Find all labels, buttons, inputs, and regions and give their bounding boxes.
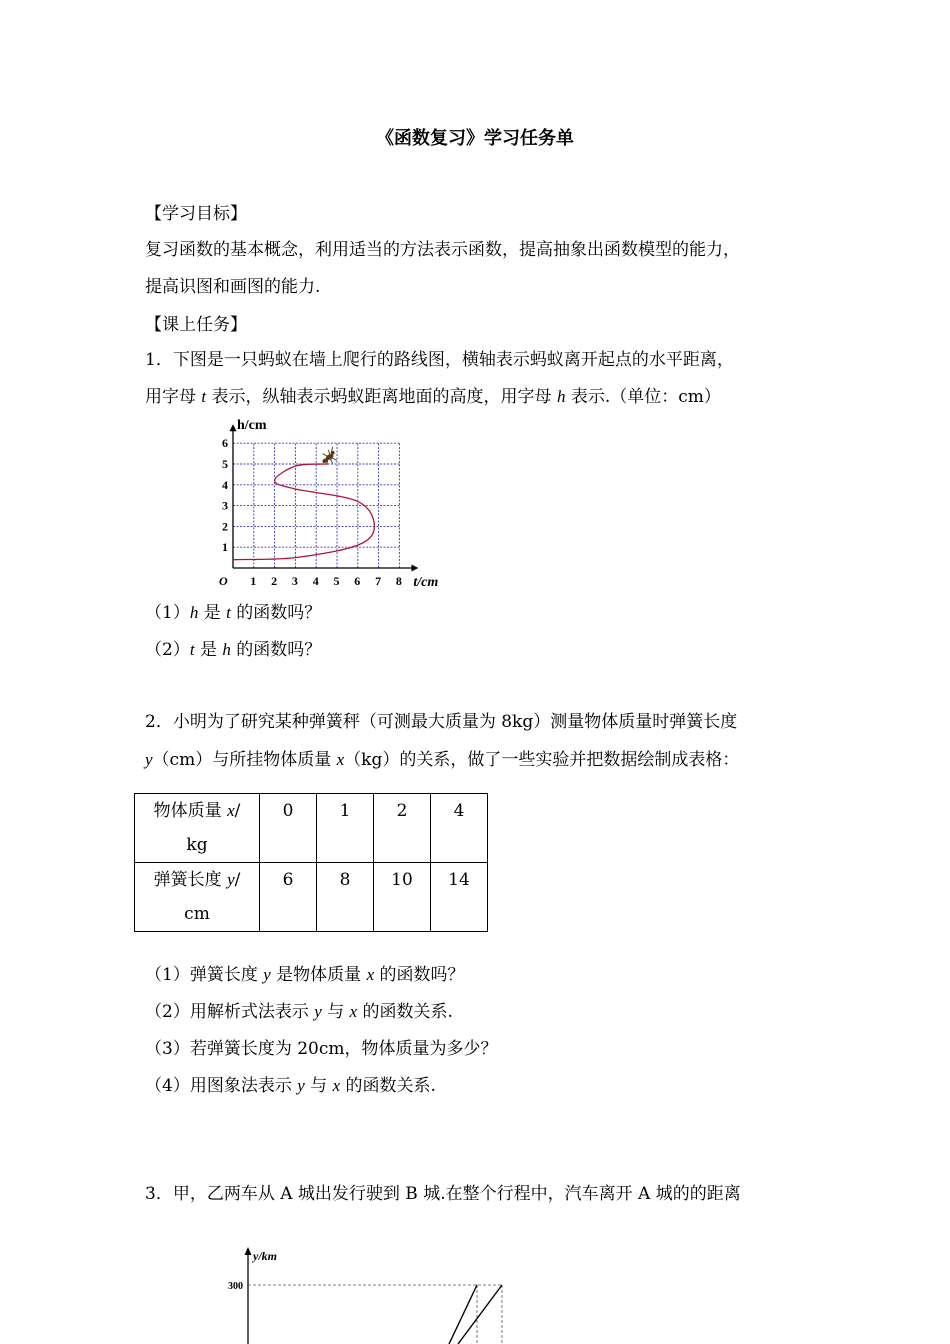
- q2-sub1: （1）弹簧长度 y 是物体质量 x 的函数吗？: [145, 965, 465, 985]
- y-tick-label: 6: [222, 436, 228, 451]
- y-axis-label: y/km: [253, 1249, 277, 1263]
- table-row: [135, 863, 488, 932]
- table-cell: 1: [317, 794, 374, 863]
- x-tick-label: 7: [375, 574, 382, 588]
- y-tick-label: 1: [222, 540, 228, 555]
- table-row: [135, 794, 488, 863]
- q2-line1: 2．小明为了研究某种弹簧秤（可测最大质量为 8kg）测量物体质量时弹簧长度: [145, 712, 738, 732]
- table-cell: 10: [374, 863, 431, 932]
- x-tick-label: 2: [271, 574, 278, 588]
- chart1-grid: [233, 443, 399, 568]
- task-heading: 【课上任务】: [145, 315, 247, 335]
- x-axis-arrow: [411, 565, 418, 572]
- goal-heading: 【学习目标】: [145, 204, 247, 224]
- q3-line1: 3．甲，乙两车从 A 城出发行驶到 B 城.在整个行程中，汽车离开 A 城的的距离: [145, 1184, 741, 1204]
- q2-sub3: （3）若弹簧长度为 20cm，物体质量为多少？: [145, 1039, 498, 1059]
- spring-data-table: [134, 793, 488, 932]
- x-tick-label: 4: [312, 574, 319, 588]
- x-tick-label: 3: [291, 574, 298, 588]
- q2-line2: y（cm）与所挂物体质量 x（kg）的关系，做了一些实验并把数据绘制成表格：: [145, 750, 740, 770]
- table-cell: 2: [374, 794, 431, 863]
- y-tick-label: 300: [228, 1281, 243, 1292]
- q1-line2: 用字母 t 表示，纵轴表示蚂蚁距离地面的高度，用字母 h 表示.（单位：cm）: [145, 387, 721, 407]
- ant-path-chart: [205, 418, 465, 598]
- x-tick-label: 6: [354, 574, 361, 588]
- chart1-axes: [230, 424, 419, 571]
- table-cell: 14: [431, 863, 488, 932]
- q2-sub4: （4）用图象法表示 y 与 x 的函数关系.: [145, 1076, 436, 1096]
- table-cell: 0: [260, 794, 317, 863]
- y-tick-label: 4: [222, 477, 228, 492]
- q1-line1: 1．下图是一只蚂蚁在墙上爬行的路线图，横轴表示蚂蚁离开起点的水平距离，: [145, 350, 734, 370]
- table-cell: 6: [260, 863, 317, 932]
- y-axis-arrow: [230, 424, 237, 431]
- goal-text-2: 提高识图和画图的能力.: [145, 277, 321, 297]
- x-tick-label: 5: [333, 574, 340, 588]
- table-row-label: 物体质量 x/ kg: [135, 794, 260, 863]
- y-axis-label: h/cm: [237, 418, 267, 434]
- series-line-b: [458, 1285, 502, 1344]
- origin-label: O: [219, 574, 228, 588]
- q1-sub1: （1）h 是 t 的函数吗？: [145, 603, 322, 623]
- table-row-label: 弹簧长度 y/ cm: [135, 863, 260, 932]
- x-tick-label: 1: [250, 574, 257, 588]
- page-title: 《函数复习》学习任务单: [376, 128, 574, 149]
- table-cell: 8: [317, 863, 374, 932]
- distance-chart: [220, 1245, 520, 1344]
- q1-sub2: （2）t 是 h 的函数吗？: [145, 640, 322, 660]
- y-tick-label: 3: [222, 498, 228, 513]
- y-tick-label: 5: [222, 457, 228, 471]
- x-tick-label: 8: [395, 574, 402, 588]
- y-tick-label: 2: [222, 519, 228, 534]
- series-line-a: [449, 1285, 477, 1344]
- x-axis-label: t/cm: [413, 575, 439, 590]
- goal-text-1: 复习函数的基本概念，利用适当的方法表示函数，提高抽象出函数模型的能力，: [145, 240, 740, 260]
- table-cell: 4: [431, 794, 488, 863]
- q2-sub2: （2）用解析式法表示 y 与 x 的函数关系.: [145, 1002, 453, 1022]
